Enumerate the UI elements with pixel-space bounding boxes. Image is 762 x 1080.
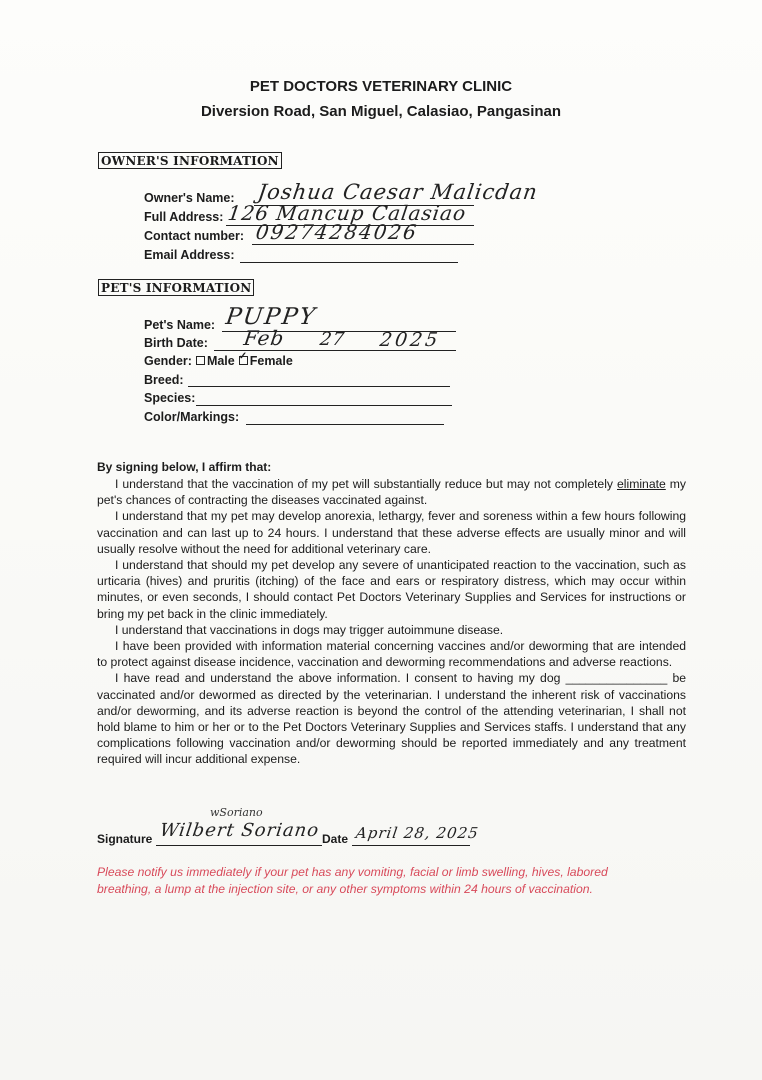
pet-name-label: Pet's Name:	[144, 318, 216, 332]
female-checkbox[interactable]	[239, 356, 248, 365]
gender-label: Gender:	[144, 354, 192, 368]
owner-name-label: Owner's Name:	[144, 191, 235, 205]
gender-row	[144, 354, 293, 368]
consent-paragraph-1: I understand that the vaccination of my pet will substantially reduce but may not completely eliminate my pet's chances of contracting the diseases vaccinated against.	[97, 477, 687, 508]
signature-field[interactable]: Wilbert Soriano	[158, 820, 321, 841]
consent-paragraph-3: I understand that should my pet develop any severe of unanticipated reaction to the vaccination, such as urticaria (hives) and pruritis (itching) of the face and ears or respiratory distress, which may occur within minutes, or even seconds, I should contact Pet Doctors Veterinary Supplies and Services for instructions or bring my pet back in the clinic immediately.	[97, 558, 686, 621]
date-field[interactable]: April 28, 2025	[354, 824, 481, 842]
clinic-address: Diversion Road, San Miguel, Calasiao, Pangasinan	[200, 103, 562, 120]
consent-paragraph-2: I understand that my pet may develop anorexia, lethargy, fever and soreness within a few hours following vaccination and can last up to 24 hours. I understand that these adverse effects are usually minor and will usually resolve without the need for additional veterinary care.	[97, 509, 686, 556]
dog-name-blank[interactable]: _______________	[565, 671, 668, 686]
birth-day-field[interactable]: 27	[318, 329, 347, 350]
consent-intro: By signing below, I affirm that:	[97, 460, 272, 474]
consent-paragraph-6: I have read and understand the above information. I consent to having my dog _______________ be vaccinated and/or dewormed as directed by the veterinarian. I understand the inherent risk of vaccinations and/or deworming, and its adverse reaction is beyond the control of the attending veterinarian, I shall not hold blame to him or her or to the Pet Doctors Veterinary Supplies and Services staffs. I understand that any complications following vaccination and/or deworming should be reported immediately and any treatment required will incur additional expense.	[97, 671, 687, 767]
birth-month-field[interactable]: Feb	[242, 326, 287, 350]
address-label: Full Address:	[144, 210, 224, 224]
birth-date-label: Birth Date:	[144, 336, 208, 350]
consent-paragraph-4: I understand that vaccinations in dogs may trigger autoimmune disease.	[115, 622, 504, 637]
male-checkbox[interactable]	[196, 356, 205, 365]
color-label: Color/Markings:	[144, 410, 240, 424]
date-label: Date	[322, 832, 349, 846]
clinic-name: PET DOCTORS VETERINARY CLINIC	[249, 78, 513, 95]
breed-line[interactable]	[188, 386, 450, 387]
warning-note: Please notify us immediately if your pet has any vomiting, facial or limb swelling, hives, labored breathing, a lump at the injection site, or any other symptoms within 24 hours of vaccination.	[97, 865, 608, 896]
color-line[interactable]	[246, 424, 444, 425]
address-field[interactable]: 126 Mancup Calasiao	[226, 201, 468, 225]
owner-section-title: OWNER'S INFORMATION	[98, 152, 282, 169]
owner-name-field[interactable]: Joshua Caesar Malicdan	[256, 180, 540, 204]
email-line	[240, 262, 458, 263]
email-label: Email Address:	[144, 248, 235, 262]
breed-label: Breed:	[144, 373, 184, 387]
contact-field[interactable]: 09274284026	[254, 220, 420, 244]
contact-line	[252, 244, 474, 245]
signature-mark: wSoriano	[210, 806, 263, 819]
signature-line	[156, 845, 322, 846]
signature-label: Signature	[97, 832, 153, 846]
female-label: Female	[249, 354, 293, 368]
male-label: Male	[206, 354, 235, 368]
date-line	[352, 845, 470, 846]
pet-section-title: PET'S INFORMATION	[98, 279, 254, 296]
consent-text	[97, 476, 686, 768]
contact-label: Contact number:	[144, 229, 244, 243]
consent-paragraph-5: I have been provided with information material concerning vaccines and/or deworming that are intended to protect against disease incidence, vaccination and deworming recommendations and adverse reactions.	[97, 639, 686, 670]
species-label: Species:	[144, 391, 196, 405]
species-line[interactable]	[196, 405, 452, 406]
birth-year-field[interactable]: 2025	[378, 329, 442, 351]
pet-name-field[interactable]: PUPPY	[224, 304, 319, 330]
